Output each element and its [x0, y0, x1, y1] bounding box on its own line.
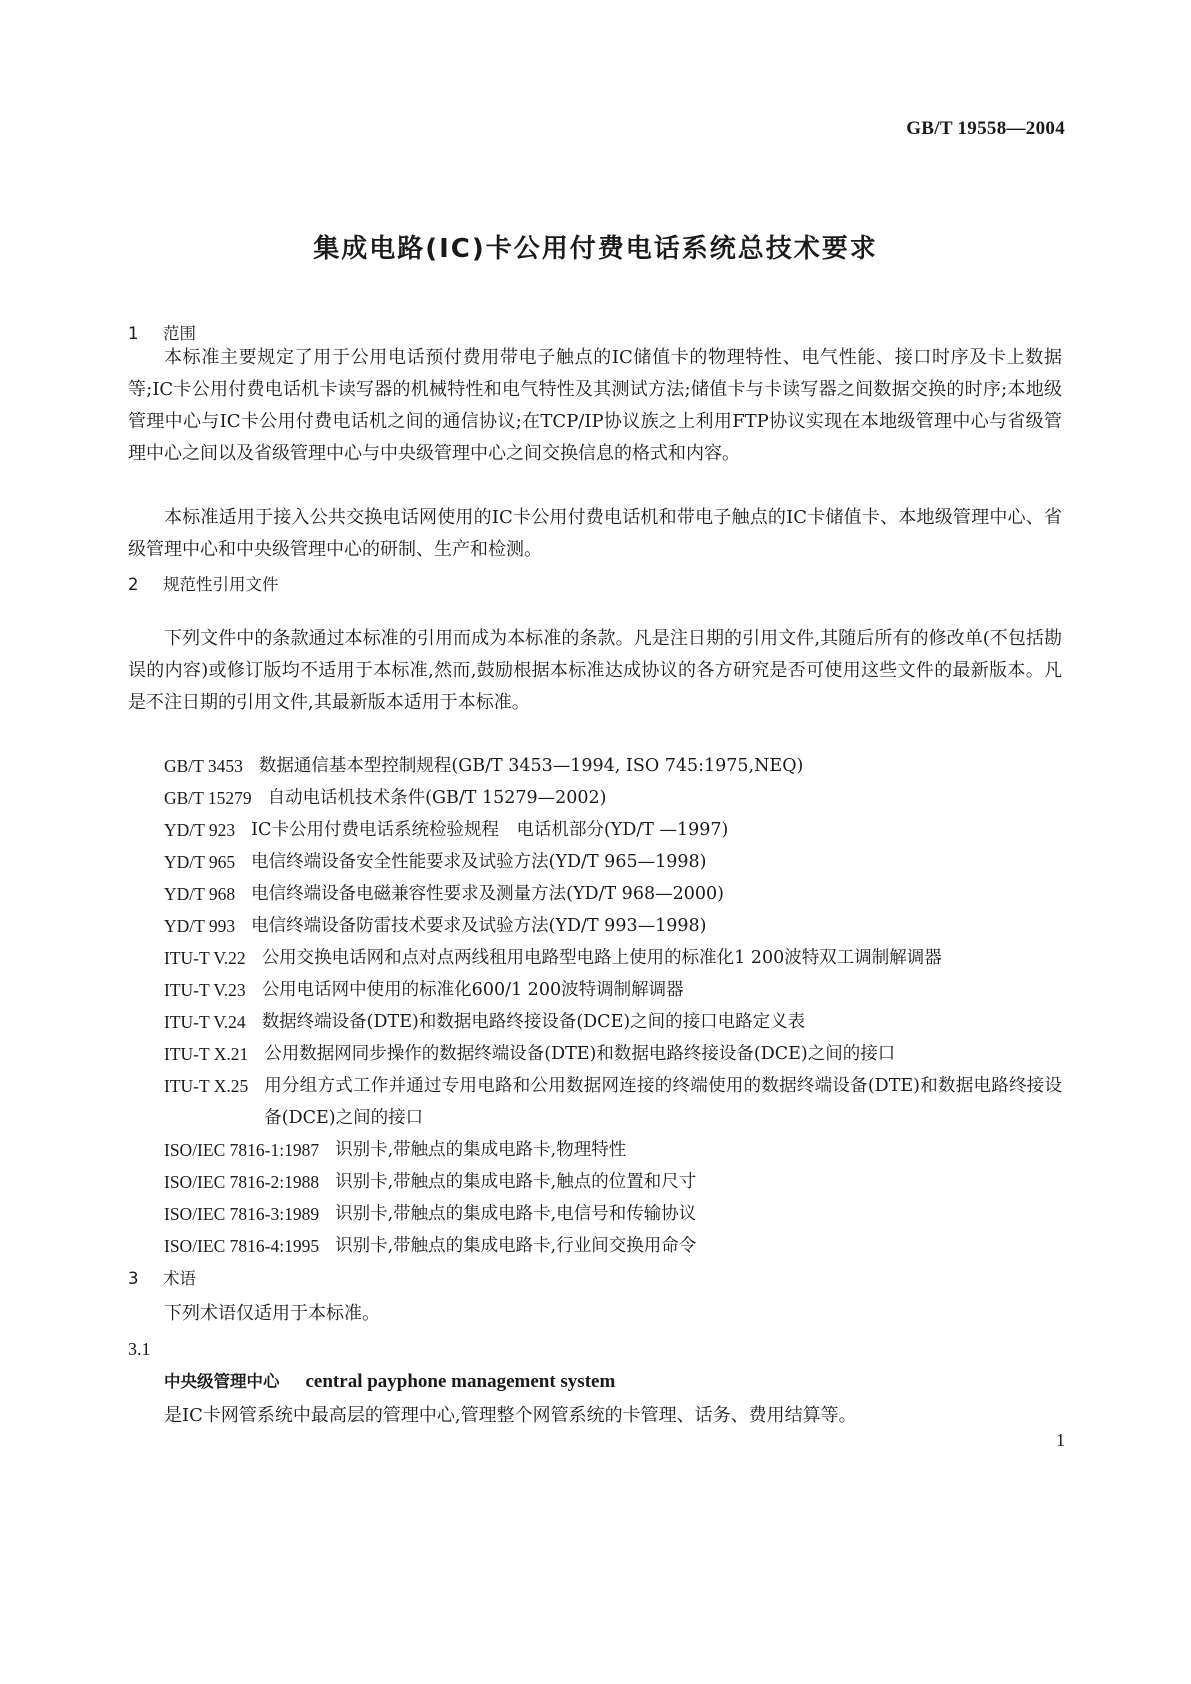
section-number: 3 [128, 1269, 139, 1288]
reference-code: ISO/IEC 7816-1:1987 [164, 1140, 320, 1160]
reference-code: YD/T 923 [164, 820, 236, 840]
scope-paragraph-2: 本标准适用于接入公共交换电话网使用的IC卡公用付费电话机和带电子触点的IC卡储值卡、本地级管理中心、省级管理中心和中央级管理中心的研制、生产和检测。 [128, 507, 1062, 560]
reference-code: YD/T 968 [164, 884, 236, 904]
reference-item [128, 974, 1062, 1006]
reference-title: 电信终端设备安全性能要求及试验方法(YD/T 965—1998) [251, 852, 707, 872]
reference-item [128, 846, 1062, 878]
reference-title: 数据通信基本型控制规程(GB/T 3453—1994, ISO 745:1975,NEQ) [258, 756, 804, 776]
reference-title: 公用电话网中使用的标准化600/1 200波特调制解调器 [261, 980, 684, 1000]
reference-item [128, 1006, 1062, 1038]
reference-code: ITU-T V.24 [164, 1012, 246, 1032]
reference-title: 公用数据网同步操作的数据终端设备(DTE)和数据电路终接设备(DCE)之间的接口 [264, 1044, 896, 1064]
section-title: 术语 [163, 1269, 196, 1288]
reference-item [128, 1198, 1062, 1230]
term-chinese: 中央级管理中心 [164, 1372, 280, 1391]
terms-intro: 下列术语仅适用于本标准。 [164, 1303, 380, 1324]
section-title: 规范性引用文件 [163, 575, 279, 594]
reference-item [128, 1166, 1062, 1198]
reference-list [128, 750, 1062, 1262]
reference-title: 识别卡,带触点的集成电路卡,行业间交换用命令 [335, 1236, 697, 1256]
scope-paragraph-1: 本标准主要规定了用于公用电话预付费用带电子触点的IC储值卡的物理特性、电气性能、接口时序及卡上数据等;IC卡公用付费电话机卡读写器的机械特性和电气特性及其测试方法;储值卡与卡读写器之间数据交换的时序;本地级管理中心与IC卡公用付费电话机之间的通信协议;在TCP/IP协议族之上利用FTP协议实现在本地级管理中心与省级管理中心之间以及省级管理中心与中央级管理中心之间交换信息的格式和内容。 [128, 347, 1062, 464]
reference-item [128, 878, 1062, 910]
reference-code: YD/T 993 [164, 916, 236, 936]
page-number: 1 [1056, 1430, 1065, 1450]
standard-code: GB/T 19558—2004 [906, 118, 1065, 139]
reference-item [128, 1230, 1062, 1262]
reference-code: ITU-T X.21 [164, 1044, 249, 1064]
reference-item [128, 910, 1062, 942]
reference-code: ISO/IEC 7816-3:1989 [164, 1204, 320, 1224]
reference-title: 电信终端设备防雷技术要求及试验方法(YD/T 993—1998) [251, 916, 707, 936]
reference-item [128, 814, 1062, 846]
reference-item [128, 942, 1062, 974]
reference-item [128, 750, 1062, 782]
reference-item [128, 1134, 1062, 1166]
section-2-heading [128, 571, 279, 595]
reference-code: ITU-T V.23 [164, 980, 246, 1000]
reference-title: 用分组方式工作并通过专用电路和公用数据网连接的终端使用的数据终端设备(DTE)和数据电路终接设备(DCE)之间的接口 [264, 1076, 1062, 1128]
reference-code: ITU-T X.25 [164, 1076, 249, 1096]
reference-code: YD/T 965 [164, 852, 236, 872]
section-number: 2 [128, 575, 139, 594]
reference-title: 电信终端设备电磁兼容性要求及测量方法(YD/T 968—2000) [251, 884, 724, 904]
reference-title: 公用交换电话网和点对点两线租用电路型电路上使用的标准化1 200波特双工调制解调器 [261, 948, 942, 968]
references-intro: 下列文件中的条款通过本标准的引用而成为本标准的条款。凡是注日期的引用文件,其随后所有的修改单(不包括勘误的内容)或修订版均不适用于本标准,然而,鼓励根据本标准达成协议的各方研究是否可使用这些文件的最新版本。凡是不注日期的引用文件,其最新版本适用于本标准。 [128, 628, 1062, 713]
section-3-heading [128, 1265, 196, 1289]
reference-item [128, 782, 1062, 814]
document-title: 集成电路(IC)卡公用付费电话系统总技术要求 [313, 234, 878, 264]
reference-code: ISO/IEC 7816-2:1988 [164, 1172, 320, 1192]
reference-code: GB/T 3453 [164, 756, 243, 776]
term-heading [164, 1368, 615, 1393]
section-number: 1 [128, 324, 139, 343]
reference-code: ITU-T V.22 [164, 948, 246, 968]
term-number: 3.1 [128, 1339, 151, 1359]
term-definition: 是IC卡网管系统中最高层的管理中心,管理整个网管系统的卡管理、话务、费用结算等。 [164, 1405, 857, 1426]
reference-item [128, 1038, 1062, 1070]
term-english: central payphone management system [305, 1371, 616, 1392]
reference-code: GB/T 15279 [164, 788, 252, 808]
section-1-heading [128, 320, 196, 344]
reference-code: ISO/IEC 7816-4:1995 [164, 1236, 320, 1256]
reference-title: 数据终端设备(DTE)和数据电路终接设备(DCE)之间的接口电路定义表 [261, 1012, 806, 1032]
reference-title: 识别卡,带触点的集成电路卡,触点的位置和尺寸 [335, 1172, 697, 1192]
reference-title: 识别卡,带触点的集成电路卡,物理特性 [335, 1140, 627, 1160]
reference-title: IC卡公用付费电话系统检验规程 电话机部分(YD/T —1997) [251, 820, 729, 840]
reference-title: 自动电话机技术条件(GB/T 15279—2002) [267, 788, 607, 808]
section-title: 范围 [163, 324, 196, 343]
reference-item [128, 1070, 1062, 1134]
reference-title: 识别卡,带触点的集成电路卡,电信号和传输协议 [335, 1204, 697, 1224]
